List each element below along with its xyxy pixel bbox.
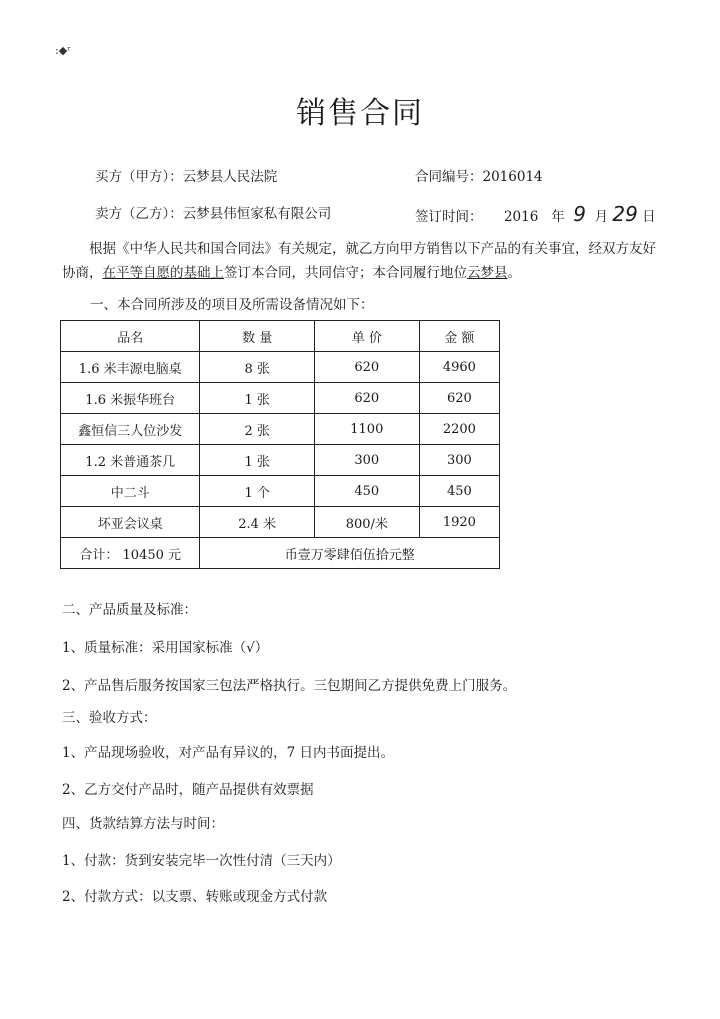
buyer-line: 买方（甲方）：云梦县人民法院	[95, 169, 278, 185]
cell-amount: 2200	[419, 414, 499, 445]
section-4-item-1: 1、付款：货到安装完毕一次性付清（三天内）	[62, 853, 341, 869]
sign-year-char: 年	[551, 209, 565, 225]
section-2-item-1: 1、质量标准：采用国家标准（√）	[62, 640, 269, 656]
cell-price: 300	[314, 445, 419, 476]
intro-end: 。	[507, 265, 521, 281]
table-total-row	[61, 538, 500, 569]
sign-month-char: 月	[594, 209, 609, 225]
cell-amount: 4960	[419, 352, 499, 383]
cell-qty: 2.4 米	[200, 507, 314, 538]
total-in-words: 币壹万零肆佰伍拾元整	[200, 538, 500, 569]
cell-name: 1.6 米丰源电脑桌	[61, 352, 200, 383]
cell-name: 坏亚会议桌	[61, 507, 200, 538]
sign-day-char: 日	[642, 209, 656, 225]
table-header-row	[61, 321, 500, 352]
table-row	[61, 383, 500, 414]
intro-text-1: 根据《中华人民共和国合同法》有关规定，就乙方向甲方销售以下产品的有关事宜，经双方友好协商，	[62, 241, 656, 281]
header-amount: 金 额	[419, 321, 499, 352]
total-label: 合计： 10450 元	[61, 538, 200, 569]
intro-text-2: 签订本合同，共同信守；本合同履行地位	[224, 265, 467, 281]
header-name: 品名	[61, 321, 200, 352]
table-row	[61, 352, 500, 383]
section-3-item-1: 1、产品现场验收，对产品有异议的，7 日内书面提出。	[62, 745, 394, 761]
document-title: 销售合同	[296, 96, 424, 131]
cell-name: 鑫恒信三人位沙发	[61, 414, 200, 445]
sign-year: 2016	[503, 209, 539, 225]
cell-qty: 1 张	[200, 383, 314, 414]
header-qty: 数 量	[200, 321, 314, 352]
cell-amount: 300	[419, 445, 499, 476]
items-table	[60, 320, 500, 569]
cell-price: 800/米	[314, 507, 419, 538]
intro-place: 云梦县	[467, 265, 508, 281]
section-2-item-2: 2、产品售后服务按国家三包法严格执行。三包期间乙方提供免费上门服务。	[62, 678, 517, 694]
cell-amount: 1920	[419, 507, 499, 538]
cell-qty: 1 个	[200, 476, 314, 507]
table-row	[61, 414, 500, 445]
section-4-item-2: 2、付款方式：以支票、转账或现金方式付款	[62, 889, 328, 905]
cell-price: 450	[314, 476, 419, 507]
table-row	[61, 507, 500, 538]
section-1-heading: 一、本合同所涉及的项目及所需设备情况如下：	[90, 297, 374, 313]
section-4-heading: 四、货款结算方法与时间：	[62, 816, 224, 832]
cell-price: 620	[314, 352, 419, 383]
section-3-item-2: 2、乙方交付产品时，随产品提供有效票据	[62, 782, 314, 798]
scan-marks: :◆ʳ	[55, 44, 71, 57]
cell-name: 1.6 米振华班台	[61, 383, 200, 414]
section-2-heading: 二、产品质量及标准：	[62, 602, 197, 618]
sign-date	[415, 202, 656, 226]
contract-number: 合同编号：2016014	[415, 169, 543, 185]
header-price: 单 价	[314, 321, 419, 352]
cell-amount: 620	[419, 383, 499, 414]
cell-name: 中二斗	[61, 476, 200, 507]
sign-day: 29	[612, 202, 638, 226]
table-row	[61, 476, 500, 507]
seller-line: 卖方（乙方）：云梦县伟恒家私有限公司	[95, 206, 332, 222]
table-row	[61, 445, 500, 476]
cell-qty: 2 张	[200, 414, 314, 445]
section-3-heading: 三、验收方式：	[62, 710, 157, 726]
sign-month: 9	[573, 202, 587, 226]
sign-date-label: 签订时间：	[415, 209, 483, 225]
intro-paragraph	[62, 237, 662, 285]
cell-qty: 1 张	[200, 445, 314, 476]
cell-price: 1100	[314, 414, 419, 445]
cell-qty: 8 张	[200, 352, 314, 383]
cell-amount: 450	[419, 476, 499, 507]
cell-name: 1.2 米普通茶几	[61, 445, 200, 476]
intro-underlined: 在平等自愿的基础上	[102, 265, 224, 281]
cell-price: 620	[314, 383, 419, 414]
